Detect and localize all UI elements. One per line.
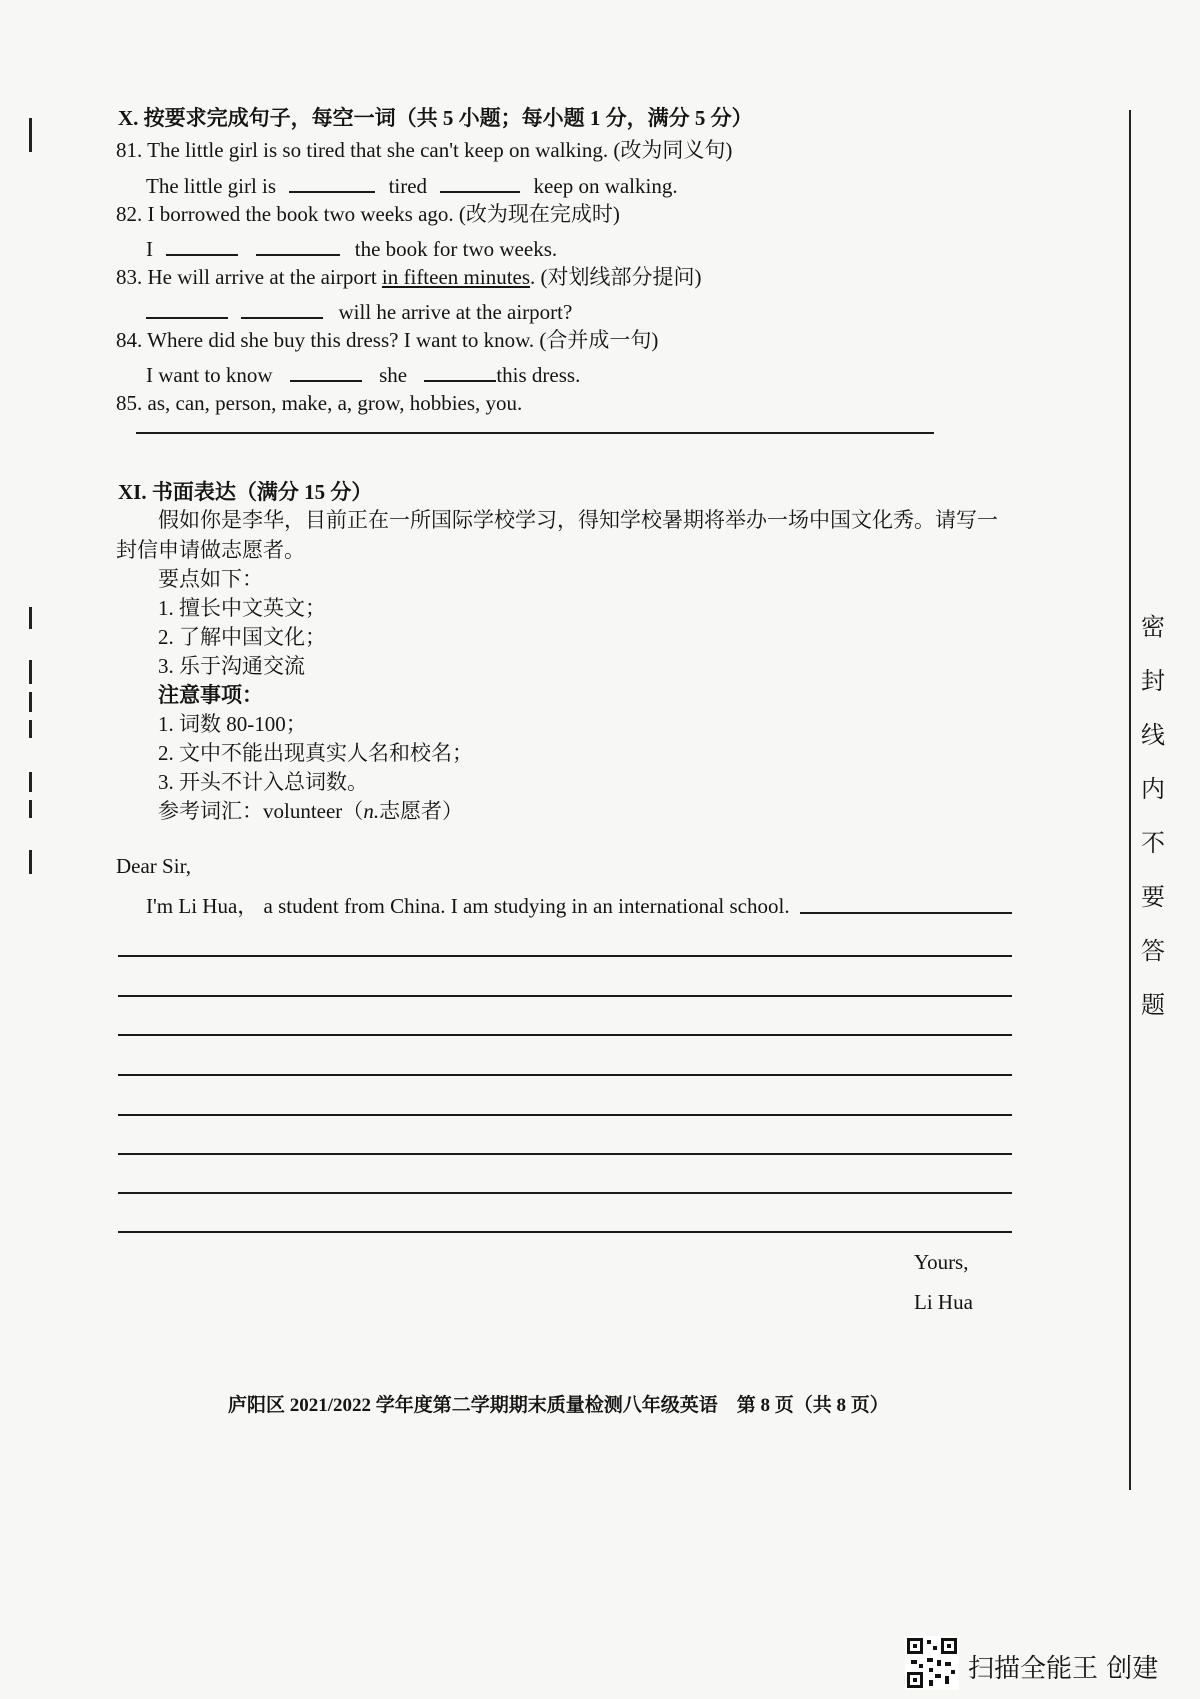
left-margin-mark	[29, 607, 32, 629]
q81-blank-2[interactable]	[440, 173, 520, 193]
writing-line-1[interactable]	[118, 955, 1012, 957]
note-2: 2. 文中不能出现真实人名和校名；	[158, 741, 473, 765]
q84-text-1: I want to know	[146, 363, 273, 387]
q81-text-1: The little girl is	[146, 174, 277, 198]
letter-closing: Yours,	[914, 1250, 969, 1274]
left-margin-mark	[29, 772, 32, 792]
seal-notice: 密封线内不要答题	[1141, 613, 1165, 1019]
q83-blank-2[interactable]	[241, 299, 323, 319]
left-margin-mark	[29, 118, 32, 152]
q81-text-2: tired	[388, 174, 428, 198]
q83-blank-1[interactable]	[146, 299, 228, 319]
writing-line-0[interactable]	[800, 912, 1012, 914]
q82-blank-1[interactable]	[166, 236, 238, 256]
question-85-prompt: 85. as, can, person, make, a, grow, hobbies, you.	[116, 391, 523, 415]
q83-underlined-phrase: in fifteen minutes	[381, 265, 531, 289]
q83-prompt-start: 83. He will arrive at the airport	[116, 265, 382, 289]
q84-blank-1[interactable]	[290, 362, 362, 382]
question-83-prompt	[116, 267, 702, 288]
point-2: 2. 了解中国文化；	[158, 625, 326, 649]
question-82-answer-line	[146, 236, 557, 260]
question-82-prompt: 82. I borrowed the book two weeks ago. (改为现在完成时)	[116, 202, 620, 226]
section-x-heading: X. 按要求完成句子，每空一词（共 5 小题；每小题 1 分，满分 5 分）	[118, 106, 753, 130]
question-81-prompt: 81. The little girl is so tired that she can't keep on walking. (改为同义句)	[116, 138, 733, 162]
left-margin-mark	[29, 660, 32, 684]
q84-text-2: she	[379, 363, 408, 387]
writing-line-6[interactable]	[118, 1153, 1012, 1155]
q84-text-3: this dress.	[496, 363, 581, 387]
note-1: 1. 词数 80-100；	[158, 712, 307, 736]
q84-blank-2[interactable]	[424, 362, 496, 382]
left-margin-mark	[29, 692, 32, 712]
left-margin-mark	[29, 720, 32, 738]
letter-salutation: Dear Sir,	[116, 854, 191, 878]
q82-text-1: I	[146, 237, 153, 261]
writing-intro-line-1: 假如你是李华，目前正在一所国际学校学习，得知学校暑期将举办一场中国文化秀。请写一	[158, 508, 998, 532]
qr-code-icon	[905, 1636, 959, 1690]
writing-line-5[interactable]	[118, 1114, 1012, 1116]
vocab-meaning: 志愿者）	[379, 799, 464, 823]
q81-blank-1[interactable]	[289, 173, 375, 193]
question-84-answer-line	[146, 362, 580, 386]
point-1: 1. 擅长中文英文；	[158, 596, 326, 620]
q82-blank-2[interactable]	[256, 236, 340, 256]
vocab-text: 参考词汇：volunteer（	[158, 799, 364, 823]
writing-line-3[interactable]	[118, 1034, 1012, 1036]
reference-vocab	[158, 801, 463, 822]
left-margin-mark	[29, 850, 32, 874]
writing-intro-line-2: 封信申请做志愿者。	[116, 538, 305, 562]
writing-line-2[interactable]	[118, 995, 1012, 997]
question-83-answer-line	[146, 299, 572, 323]
q81-text-3: keep on walking.	[533, 174, 678, 198]
note-3: 3. 开头不计入总词数。	[158, 770, 368, 794]
section-xi-heading: XI. 书面表达（满分 15 分）	[118, 480, 373, 504]
page-footer: 庐阳区 2021/2022 学年度第二学期期末质量检测八年级英语 第 8 页（共 8 页）	[228, 1395, 889, 1416]
writing-line-8[interactable]	[118, 1231, 1012, 1233]
writing-line-4[interactable]	[118, 1074, 1012, 1076]
writing-line-7[interactable]	[118, 1192, 1012, 1194]
points-label: 要点如下：	[158, 567, 263, 591]
notes-label: 注意事项：	[158, 683, 263, 707]
q83-text-1: will he arrive at the airport?	[338, 300, 573, 324]
seal-line	[1129, 110, 1131, 1490]
q82-text-2: the book for two weeks.	[354, 237, 558, 261]
letter-signature: Li Hua	[914, 1290, 973, 1314]
question-84-prompt: 84. Where did she buy this dress? I want to know. (合并成一句)	[116, 328, 659, 352]
vocab-pos: n.	[363, 799, 380, 823]
left-margin-mark	[29, 800, 32, 818]
q83-prompt-end: . (对划线部分提问)	[530, 265, 702, 289]
scanner-watermark: 扫描全能王 创建	[968, 1654, 1159, 1684]
point-3: 3. 乐于沟通交流	[158, 654, 305, 678]
letter-opening: I'm Li Hua， a student from China. I am studying in an international school.	[146, 894, 790, 918]
q85-answer-line[interactable]	[136, 432, 934, 434]
question-81-answer-line	[146, 173, 678, 197]
